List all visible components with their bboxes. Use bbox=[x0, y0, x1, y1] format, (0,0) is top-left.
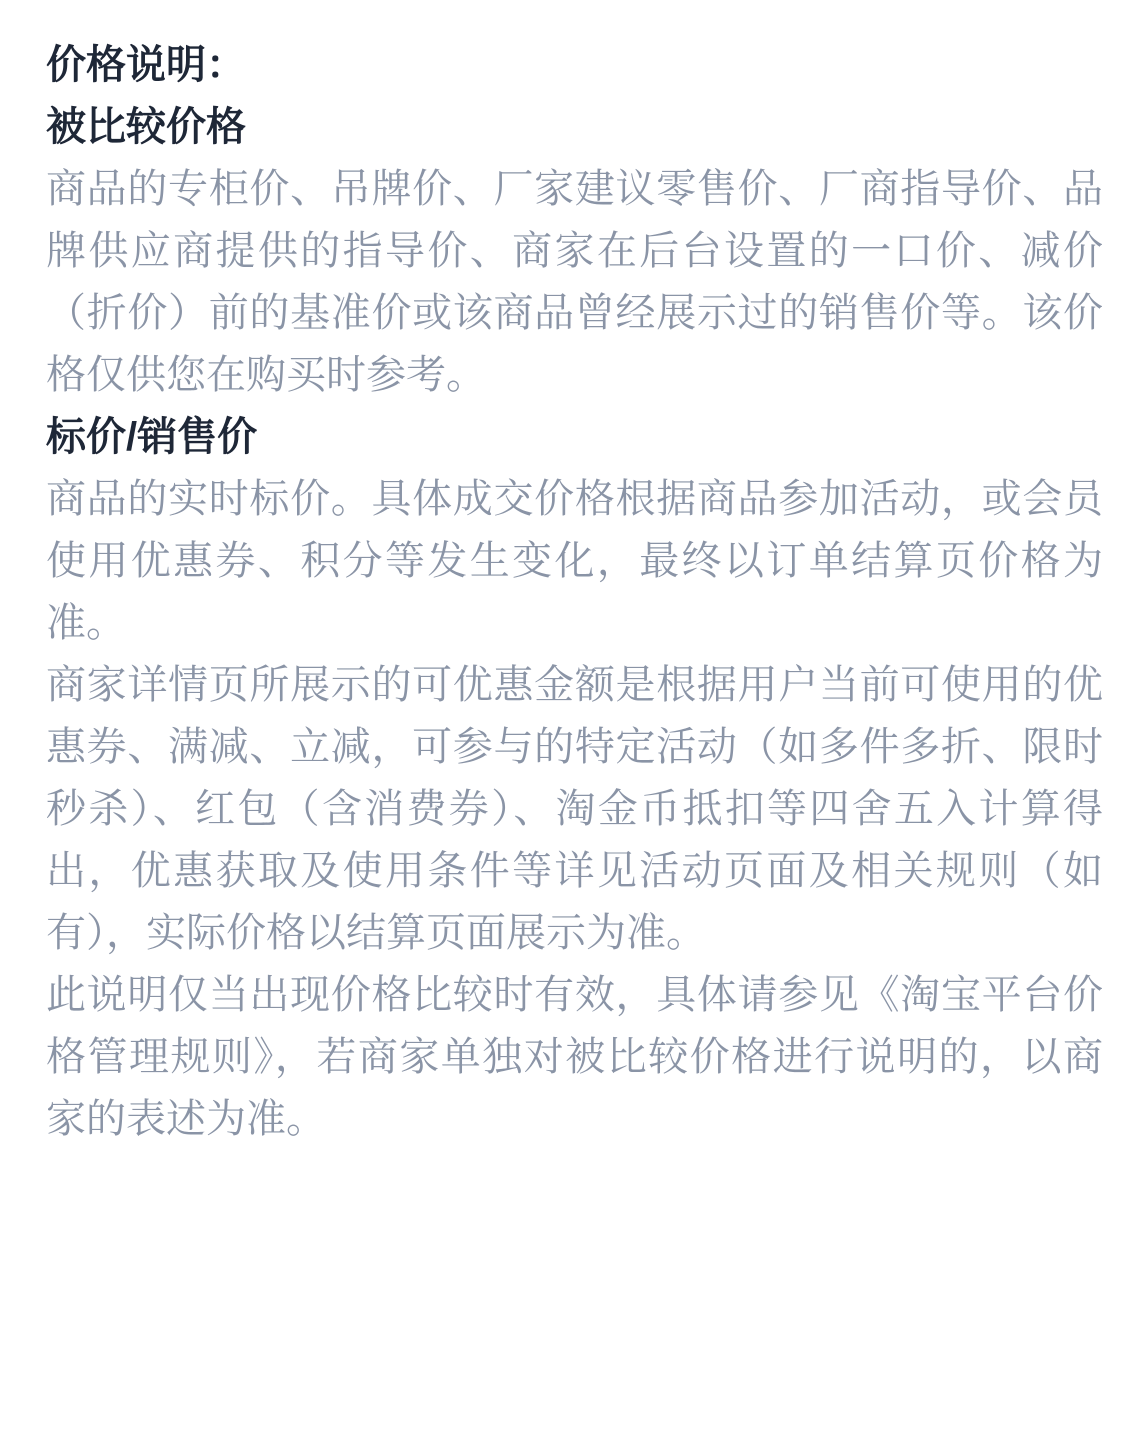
compared-price-heading: 被比较价格 bbox=[46, 105, 246, 149]
discount-calculation-paragraph: 商家详情页所展示的可优惠金额是根据用户当前可使用的优惠券、满减、立减，可参与的特定活动（如多件多折、限时秒杀）、红包（含消费券）、淘金币抵扣等四舍五入计算得出，优惠获取及使用条件等详见活动页面及相关规则（如有），实际价格以结算页面展示为准。 bbox=[46, 663, 1103, 955]
compared-price-paragraph: 商品的专柜价、吊牌价、厂家建议零售价、厂商指导价、品牌供应商提供的指导价、商家在后台设置的一口价、减价（折价）前的基准价或该商品曾经展示过的销售价等。该价格仅供您在购买时参考。 bbox=[46, 167, 1103, 397]
list-price-heading: 标价/销售价 bbox=[46, 415, 258, 459]
page-title: 价格说明： bbox=[46, 43, 246, 87]
list-price-paragraph: 商品的实时标价。具体成交价格根据商品参加活动，或会员使用优惠券、积分等发生变化，最终以订单结算页价格为准。 bbox=[46, 477, 1103, 645]
section-compared-price bbox=[46, 96, 1103, 406]
section-list-price bbox=[46, 406, 1103, 654]
price-comparison-disclaimer-paragraph: 此说明仅当出现价格比较时有效，具体请参见《淘宝平台价格管理规则》，若商家单独对被比较价格进行说明的，以商家的表述为准。 bbox=[46, 973, 1103, 1141]
